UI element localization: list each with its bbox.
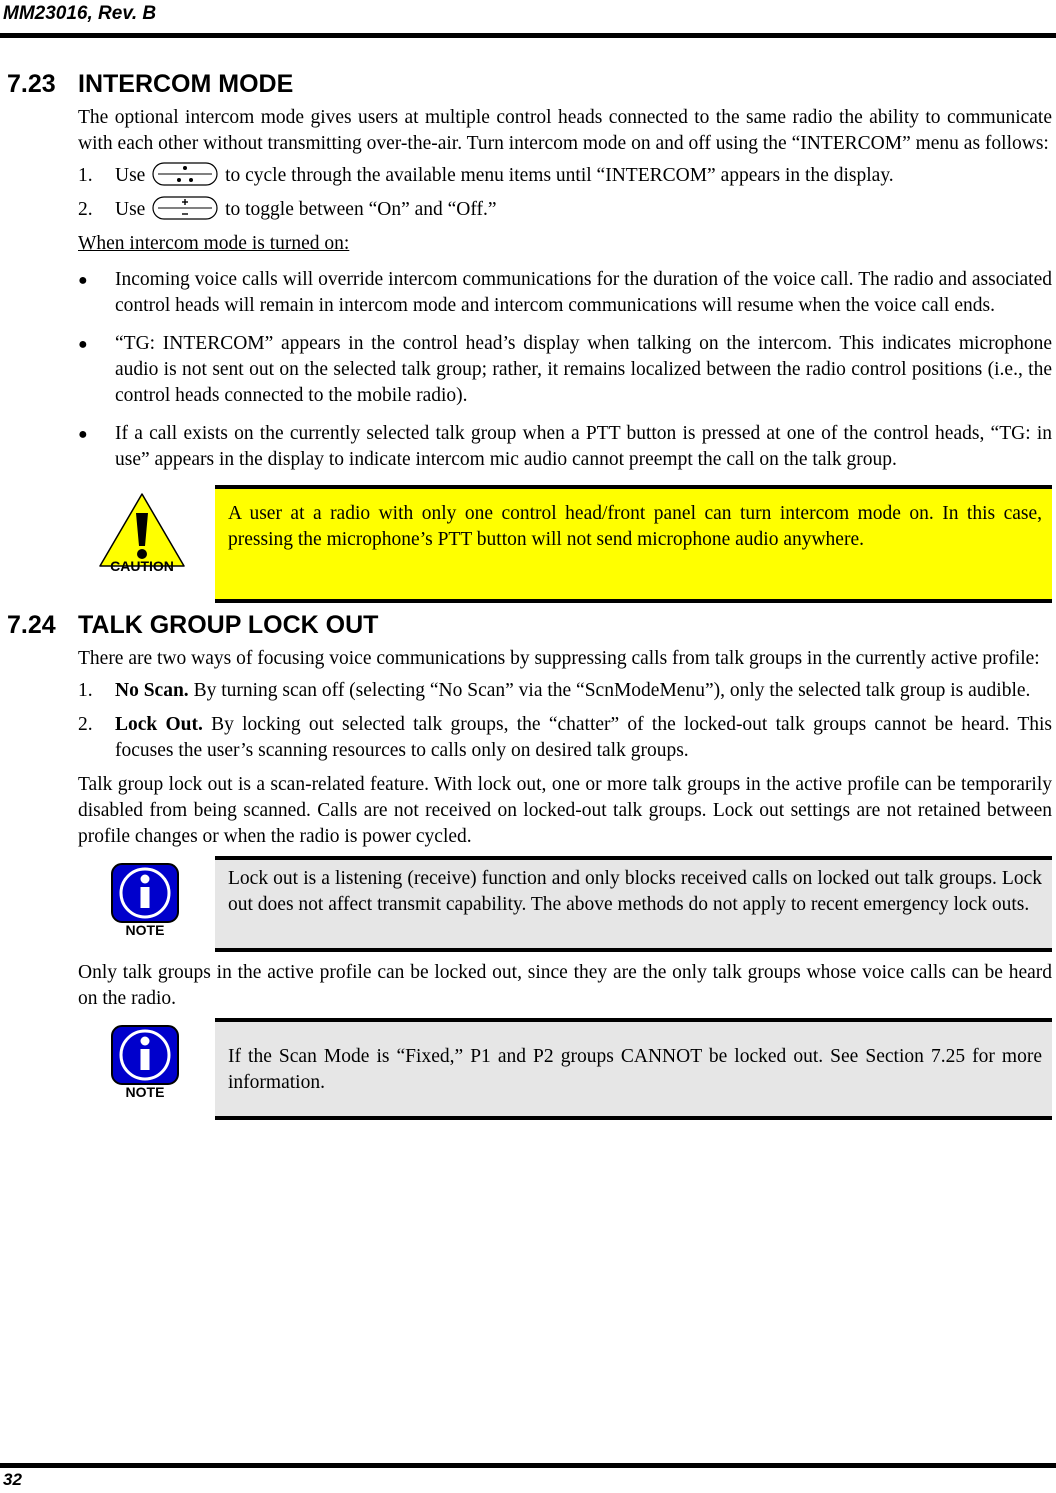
step-number: 2. xyxy=(78,714,93,735)
note-callout-2 xyxy=(0,1018,1056,1122)
step-text: to cycle through the available menu items until “INTERCOM” appears in the display. xyxy=(225,165,894,186)
caution-callout xyxy=(0,485,1056,607)
footer-rule xyxy=(0,1463,1056,1468)
step-number: 2. xyxy=(78,199,93,220)
intercom-bullets xyxy=(78,267,1052,473)
page-footer xyxy=(0,1463,1056,1493)
plus-minus-button-icon xyxy=(152,195,218,221)
caution-icon xyxy=(96,491,188,578)
note-label: NOTE xyxy=(125,922,165,938)
page-content xyxy=(0,70,1056,1126)
document-id: MM23016, Rev. B xyxy=(3,3,157,24)
step-text: By locking out selected talk groups, the “chatter” of the locked-out talk groups cannot be heard. This focuses the user’s scanning resources to calls only on desired talk groups. xyxy=(115,714,1053,761)
note-icon xyxy=(110,862,182,943)
lockout-step-1 xyxy=(78,678,1052,704)
note-box xyxy=(215,856,1052,952)
lockout-paragraph-1: Talk group lock out is a scan-related feature. With lock out, one or more talk groups in the active profile can be temporarily disabled from being scanned. Calls are not received on locked-out talk groups. Lock out settings are not retained between profile changes or when the radio is power cycled. xyxy=(78,774,1052,847)
bullet-icon: ● xyxy=(78,336,88,353)
note-text: If the Scan Mode is “Fixed,” P1 and P2 groups CANNOT be locked out. See Section 7.25 for more information. xyxy=(228,1046,1042,1093)
intercom-step-2 xyxy=(78,197,1052,223)
lockout-intro: There are two ways of focusing voice communications by suppressing calls from talk groups in the currently active profile: xyxy=(78,648,1040,669)
section-number: 7.24 xyxy=(7,611,56,639)
step-text: By turning scan off (selecting “No Scan” via the “ScnModeMenu”), only the selected talk group is audible. xyxy=(193,680,1031,701)
list-item xyxy=(78,331,1052,409)
section-title: INTERCOM MODE xyxy=(78,70,294,98)
section-heading-lockout xyxy=(7,611,1056,640)
step-bold: No Scan. xyxy=(115,680,189,701)
intercom-on-subheading: When intercom mode is turned on: xyxy=(78,233,350,254)
lockout-steps xyxy=(78,678,1052,764)
step-prefix: Use xyxy=(115,165,146,186)
lockout-paragraph-2: Only talk groups in the active profile can be locked out, since they are the only talk groups whose voice calls can be heard on the radio. xyxy=(78,962,1052,1009)
bullet-icon: ● xyxy=(78,426,88,443)
note-box xyxy=(215,1018,1052,1120)
page-header xyxy=(0,0,1056,40)
step-bold: Lock Out. xyxy=(115,714,203,735)
step-number: 1. xyxy=(78,165,93,186)
header-rule xyxy=(0,33,1056,38)
list-item xyxy=(78,421,1052,473)
step-prefix: Use xyxy=(115,199,146,220)
bullet-text: “TG: INTERCOM” appears in the control head’s display when talking on the intercom. This indicates microphone audio is not sent out on the selected talk group; rather, it remains localized between the radio control positions (i.e., the control heads connected to the mobile radio). xyxy=(115,333,1052,406)
intercom-step-1 xyxy=(78,163,1052,189)
section-title: TALK GROUP LOCK OUT xyxy=(78,611,379,639)
page-number: 32 xyxy=(3,1470,22,1489)
step-text: to toggle between “On” and “Off.” xyxy=(225,199,497,220)
bullet-text: If a call exists on the currently selected talk group when a PTT button is pressed at one of the control heads, “TG: in use” appears in the display to indicate intercom mic audio cannot preempt the call on the talk group. xyxy=(115,423,1052,470)
menu-scroll-button-icon xyxy=(152,161,218,187)
intercom-intro: The optional intercom mode gives users at multiple control heads connected to the same radio the ability to communicate with each other without transmitting over-the-air. Turn intercom mode on and off using the “INTERCOM” menu as follows: xyxy=(78,107,1052,154)
note-icon xyxy=(110,1024,182,1105)
lockout-step-2 xyxy=(78,712,1052,764)
caution-box xyxy=(215,485,1052,603)
section-heading-intercom xyxy=(7,70,1056,99)
list-item xyxy=(78,267,1052,319)
bullet-text: Incoming voice calls will override intercom communications for the duration of the voice call. The radio and associated control heads will remain in intercom mode and intercom communications will resume when the voice call ends. xyxy=(115,269,1052,316)
caution-text: A user at a radio with only one control head/front panel can turn intercom mode on. In this case, pressing the microphone’s PTT button will not send microphone audio anywhere. xyxy=(228,503,1042,550)
caution-label: CAUTION xyxy=(110,558,174,573)
section-number: 7.23 xyxy=(7,70,56,98)
note-label: NOTE xyxy=(125,1084,165,1100)
note-text: Lock out is a listening (receive) function and only blocks received calls on locked out talk groups. Lock out does not affect transmit capability. The above methods do not apply to recent emergency lock outs. xyxy=(228,868,1042,915)
intercom-steps xyxy=(78,163,1052,223)
bullet-icon: ● xyxy=(78,272,88,289)
note-callout-1 xyxy=(0,856,1056,956)
step-number: 1. xyxy=(78,680,93,701)
